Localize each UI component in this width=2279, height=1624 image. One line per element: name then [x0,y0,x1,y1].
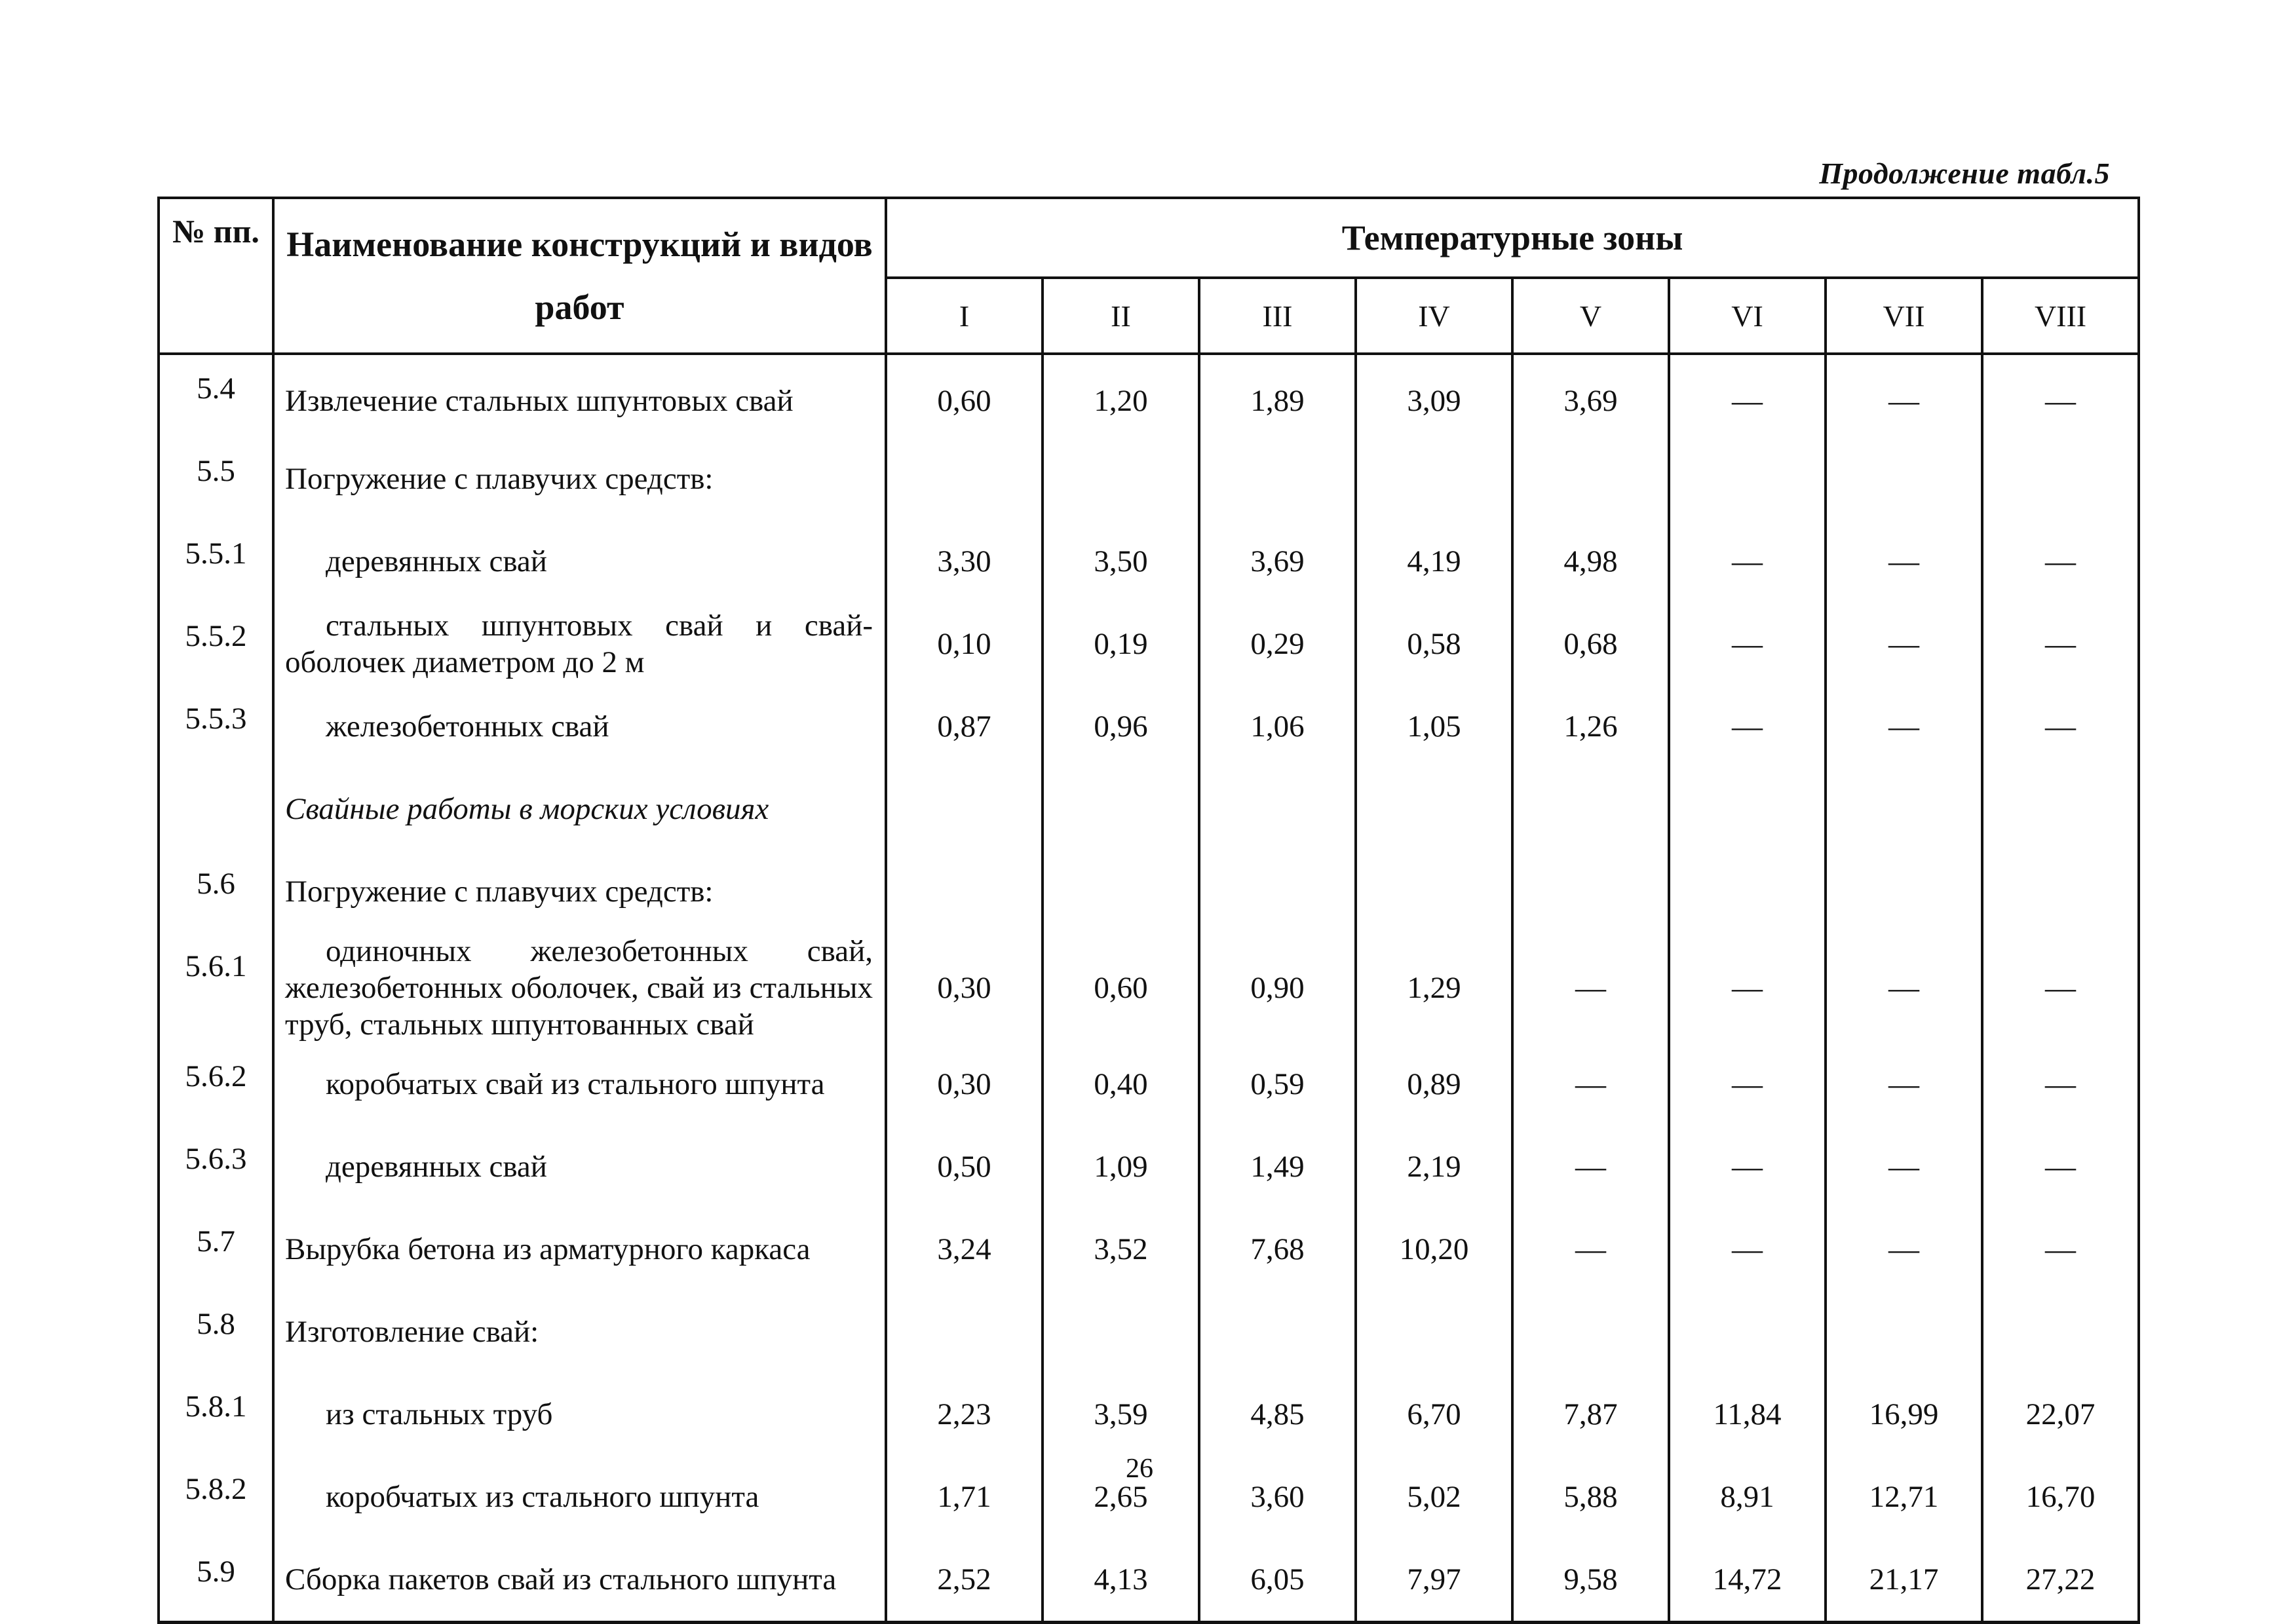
row-number [159,768,273,850]
zone-value-cell: 1,29 [1356,933,1512,1043]
zone-value-cell [1669,1291,1826,1373]
zone-value-cell [1982,768,2139,850]
zone-value-cell: 0,10 [886,603,1043,685]
header-zone: II [1043,278,1199,354]
row-name: Сборка пакетов свай из стального шпунта [273,1538,886,1623]
header-zone: VI [1669,278,1826,354]
zone-value-cell: 3,30 [886,520,1043,603]
row-name: Погружение с плавучих средств: [273,850,886,933]
zone-value-cell [886,850,1043,933]
header-zone: IV [1356,278,1512,354]
header-zone: I [886,278,1043,354]
row-name-text: стальных шпунтовых свай и свай-оболочек диаметром до 2 м [285,609,873,679]
zone-value-cell: — [1669,354,1826,438]
page-number: 26 [1126,1454,1153,1484]
zone-value-cell: 0,96 [1043,685,1199,768]
row-name: Извлечение стальных шпунтовых свай [273,354,886,438]
zone-value-cell: 6,05 [1199,1538,1356,1623]
zone-value-cell: 12,71 [1826,1456,1982,1538]
header-zone: V [1512,278,1669,354]
zone-value-cell [1043,768,1199,850]
table-row [159,850,2139,933]
zone-value-cell: 2,19 [1356,1125,1512,1208]
row-number: 5.6.1 [159,933,273,1043]
zone-value-cell: — [1669,603,1826,685]
zone-value-cell: 0,30 [886,1043,1043,1125]
zone-value-cell: 7,68 [1199,1208,1356,1291]
zone-value-cell: — [1669,520,1826,603]
table-row [159,685,2139,768]
zone-value-cell: 0,68 [1512,603,1669,685]
row-number: 5.8 [159,1291,273,1373]
header-zone: VIII [1982,278,2139,354]
zone-value-cell: 3,24 [886,1208,1043,1291]
table-row [159,438,2139,520]
row-name: из стальных труб [273,1373,886,1456]
row-name: Свайные работы в морских условиях [273,768,886,850]
row-number: 5.6 [159,850,273,933]
zone-value-cell: 3,60 [1199,1456,1356,1538]
zone-value-cell: — [1982,603,2139,685]
header-number: № пп. [159,198,273,354]
zone-value-cell: 0,89 [1356,1043,1512,1125]
zone-value-cell: 16,99 [1826,1373,1982,1456]
row-name: Изготовление свай: [273,1291,886,1373]
table-continuation-label: Продолжение табл.5 [1819,157,2110,190]
table-row [159,1043,2139,1125]
zone-value-cell: 7,97 [1356,1538,1512,1623]
row-name [273,933,886,1043]
zone-value-cell: — [1982,685,2139,768]
header-zone: VII [1826,278,1982,354]
zone-value-cell [1982,438,2139,520]
zone-value-cell: 0,50 [886,1125,1043,1208]
zone-value-cell: — [1826,1208,1982,1291]
zone-value-cell: — [1826,603,1982,685]
zone-value-cell: 1,09 [1043,1125,1199,1208]
zone-value-cell [1199,850,1356,933]
zone-value-cell: 0,30 [886,933,1043,1043]
zone-value-cell: 4,85 [1199,1373,1356,1456]
zone-value-cell: 3,69 [1512,354,1669,438]
zone-value-cell: 6,70 [1356,1373,1512,1456]
zone-value-cell [1512,438,1669,520]
zone-value-cell [1356,1291,1512,1373]
table-row [159,354,2139,438]
zone-value-cell [886,438,1043,520]
zone-value-cell [1043,438,1199,520]
table-row [159,520,2139,603]
zone-value-cell: — [1982,933,2139,1043]
row-number: 5.5.2 [159,603,273,685]
zone-value-cell: 3,52 [1043,1208,1199,1291]
table-row [159,603,2139,685]
zone-value-cell [1043,1291,1199,1373]
row-name: Погружение с плавучих средств: [273,438,886,520]
row-number: 5.6.3 [159,1125,273,1208]
row-number: 5.4 [159,354,273,438]
zone-value-cell: 0,60 [1043,933,1199,1043]
zone-value-cell [1982,1291,2139,1373]
zone-value-cell [1356,850,1512,933]
zone-value-cell: 0,90 [1199,933,1356,1043]
zone-value-cell [1356,438,1512,520]
zone-value-cell: — [1512,933,1669,1043]
zone-value-cell [1826,438,1982,520]
zone-value-cell [1669,850,1826,933]
zone-value-cell: 1,71 [886,1456,1043,1538]
row-number: 5.8.1 [159,1373,273,1456]
zone-value-cell: 0,58 [1356,603,1512,685]
zone-value-cell: 8,91 [1669,1456,1826,1538]
zone-value-cell: 1,49 [1199,1125,1356,1208]
zone-value-cell: 1,06 [1199,685,1356,768]
zone-value-cell: 0,29 [1199,603,1356,685]
zone-value-cell [886,1291,1043,1373]
zone-value-cell: 27,22 [1982,1538,2139,1623]
zone-value-cell: 1,05 [1356,685,1512,768]
zone-value-cell: 22,07 [1982,1373,2139,1456]
zone-value-cell [1512,850,1669,933]
zone-value-cell: 10,20 [1356,1208,1512,1291]
zone-value-cell [1199,768,1356,850]
table-body [159,354,2139,1623]
zone-value-cell: — [1982,1043,2139,1125]
zone-value-cell: 4,98 [1512,520,1669,603]
row-number: 5.5.3 [159,685,273,768]
table-row [159,1291,2139,1373]
table-row [159,1373,2139,1456]
row-name: Вырубка бетона из арматурного каркаса [273,1208,886,1291]
zone-value-cell: 0,19 [1043,603,1199,685]
zone-value-cell [1512,768,1669,850]
row-name: коробчатых из стального шпунта [273,1456,886,1538]
zone-value-cell: 3,09 [1356,354,1512,438]
zone-value-cell: 4,13 [1043,1538,1199,1623]
row-number: 5.9 [159,1538,273,1623]
zone-value-cell: 2,23 [886,1373,1043,1456]
zone-value-cell: — [1669,1043,1826,1125]
row-number: 5.5.1 [159,520,273,603]
zone-value-cell [1826,850,1982,933]
zone-value-cell: — [1826,933,1982,1043]
zone-value-cell [1199,438,1356,520]
zone-value-cell: 0,40 [1043,1043,1199,1125]
zone-value-cell: 0,60 [886,354,1043,438]
zone-value-cell: 11,84 [1669,1373,1826,1456]
table-row [159,933,2139,1043]
header-zone: III [1199,278,1356,354]
zone-value-cell: — [1826,685,1982,768]
row-number: 5.5 [159,438,273,520]
row-name: коробчатых свай из стального шпунта [273,1043,886,1125]
header-temperature-zones: Температурные зоны [886,198,2139,278]
zone-value-cell: 16,70 [1982,1456,2139,1538]
zone-value-cell: — [1982,520,2139,603]
zone-value-cell: — [1826,1043,1982,1125]
zone-value-cell: 4,19 [1356,520,1512,603]
zone-value-cell: 5,02 [1356,1456,1512,1538]
row-number: 5.8.2 [159,1456,273,1538]
zone-value-cell [1512,1291,1669,1373]
zone-value-cell: — [1669,1125,1826,1208]
zone-value-cell [1669,438,1826,520]
zone-value-cell: — [1512,1208,1669,1291]
row-number: 5.7 [159,1208,273,1291]
zone-value-cell: 0,87 [886,685,1043,768]
row-number: 5.6.2 [159,1043,273,1125]
zone-value-cell: — [1512,1043,1669,1125]
row-name: деревянных свай [273,1125,886,1208]
zone-value-cell: 2,65 [1043,1456,1199,1538]
zone-value-cell [1043,850,1199,933]
zone-value-cell: — [1512,1125,1669,1208]
zone-value-cell: 7,87 [1512,1373,1669,1456]
table-row [159,768,2139,850]
zone-value-cell [1826,768,1982,850]
zone-value-cell: — [1669,933,1826,1043]
zone-value-cell: — [1982,1125,2139,1208]
zone-value-cell: 21,17 [1826,1538,1982,1623]
zone-value-cell [1199,1291,1356,1373]
zone-value-cell [1356,768,1512,850]
row-name: деревянных свай [273,520,886,603]
zone-value-cell: 14,72 [1669,1538,1826,1623]
table-row [159,1208,2139,1291]
zone-value-cell: — [1669,1208,1826,1291]
row-name: железобетонных свай [273,685,886,768]
construction-works-table [157,197,2140,1624]
table-row [159,1125,2139,1208]
zone-value-cell: 1,20 [1043,354,1199,438]
zone-value-cell: 3,69 [1199,520,1356,603]
zone-value-cell [1826,1291,1982,1373]
header-name: Наименование конструкций и видов работ [273,198,886,354]
table-row [159,1538,2139,1623]
zone-value-cell: 1,89 [1199,354,1356,438]
zone-value-cell: 3,59 [1043,1373,1199,1456]
zone-value-cell: 2,52 [886,1538,1043,1623]
zone-value-cell: 1,26 [1512,685,1669,768]
zone-value-cell: — [1826,354,1982,438]
zone-value-cell: — [1982,1208,2139,1291]
zone-value-cell: 0,59 [1199,1043,1356,1125]
row-name [273,603,886,685]
zone-value-cell [886,768,1043,850]
zone-value-cell [1669,768,1826,850]
row-name-text: одиночных железобетонных свай, железобетонных оболочек, свай из стальных труб, стальных шпунтованных свай [285,934,873,1042]
zone-value-cell: — [1669,685,1826,768]
zone-value-cell: — [1982,354,2139,438]
zone-value-cell: — [1826,520,1982,603]
zone-value-cell: 3,50 [1043,520,1199,603]
zone-value-cell: 9,58 [1512,1538,1669,1623]
zone-value-cell [1982,850,2139,933]
zone-value-cell: — [1826,1125,1982,1208]
zone-value-cell: 5,88 [1512,1456,1669,1538]
